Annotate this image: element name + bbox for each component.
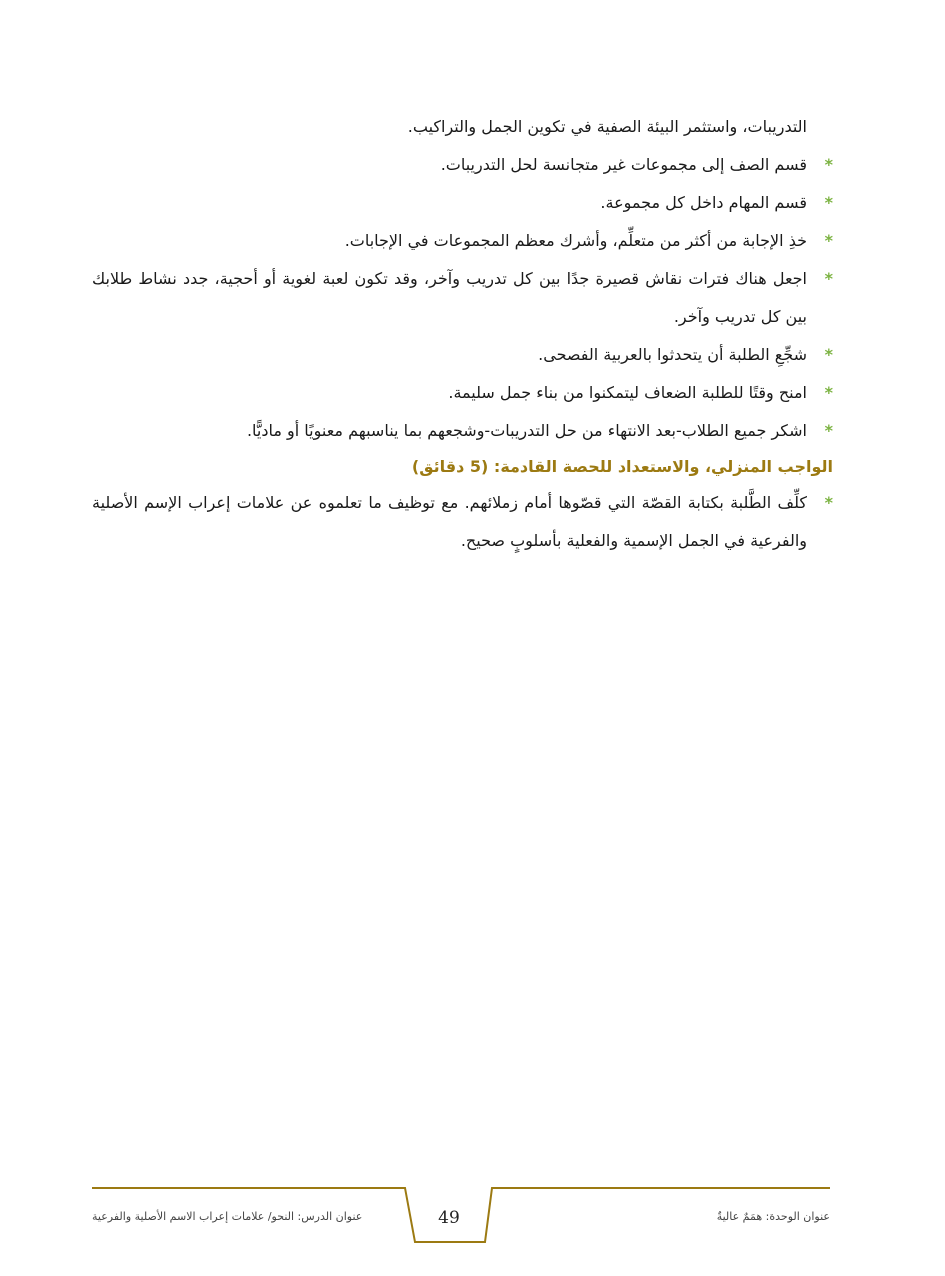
- list-item: [92, 412, 833, 450]
- instructions-list: [92, 146, 833, 450]
- asterisk-icon: *: [824, 269, 833, 288]
- homework-heading: الواجب المنزلي، والاستعداد للحصة القادمة: (5 دقائق): [411, 457, 833, 476]
- list-item-text: اجعل هناك فترات نقاش قصيرة جدًا بين كل تدريب وآخر، وقد تكون لعبة لغوية أو أحجية، جدد نشاط طلابك بين كل تدريب وآخر.: [92, 269, 807, 326]
- continuation-text: التدريبات، واستثمر البيئة الصفية في تكوين الجمل والتراكيب.: [407, 117, 807, 136]
- homework-list: [92, 484, 833, 560]
- list-item: [92, 146, 833, 184]
- unit-title: عنوان الوحدة: همَمٌ عاليةٌ: [716, 1210, 830, 1223]
- asterisk-icon: *: [824, 383, 833, 402]
- page-number: 49: [438, 1208, 460, 1228]
- asterisk-icon: *: [824, 493, 833, 512]
- list-item: [92, 260, 833, 336]
- list-item-text: خذِ الإجابة من أكثر من متعلِّم، وأشرك معظم المجموعات في الإجابات.: [344, 231, 807, 250]
- asterisk-icon: *: [824, 345, 833, 364]
- lesson-title: عنوان الدرس: النحو/ علامات إعراب الاسم الأصلية والفرعية: [92, 1210, 363, 1223]
- list-item: [92, 374, 833, 412]
- list-item: [92, 222, 833, 260]
- list-item: [92, 336, 833, 374]
- list-item-text: قسم المهام داخل كل مجموعة.: [600, 193, 807, 212]
- list-item-text: امنح وقتًا للطلبة الضعاف ليتمكنوا من بناء جمل سليمة.: [448, 383, 807, 402]
- page-content: [92, 108, 833, 560]
- asterisk-icon: *: [824, 421, 833, 440]
- list-item: [92, 184, 833, 222]
- page-footer: [0, 1180, 945, 1260]
- asterisk-icon: *: [824, 155, 833, 174]
- list-item-text: اشكر جميع الطلاب-بعد الانتهاء من حل التدريبات-وشجعهم بما يناسبهم معنويًا أو ماديًّا.: [246, 421, 807, 440]
- asterisk-icon: *: [824, 193, 833, 212]
- list-item-text: شجِّعِ الطلبة أن يتحدثوا بالعربية الفصحى.: [538, 345, 807, 364]
- list-item-text: كلِّف الطَّلبة بكتابة القصّة التي قصّوها أمام زملائهم. مع توظيف ما تعلموه عن علامات إعراب الإسم الأصلية والفرعية في الجمل الإسمية والفعلية بأسلوبٍ صحيح.: [92, 493, 807, 550]
- asterisk-icon: *: [824, 231, 833, 250]
- list-item: [92, 484, 833, 560]
- list-item-text: قسم الصف إلى مجموعات غير متجانسة لحل التدريبات.: [440, 155, 807, 174]
